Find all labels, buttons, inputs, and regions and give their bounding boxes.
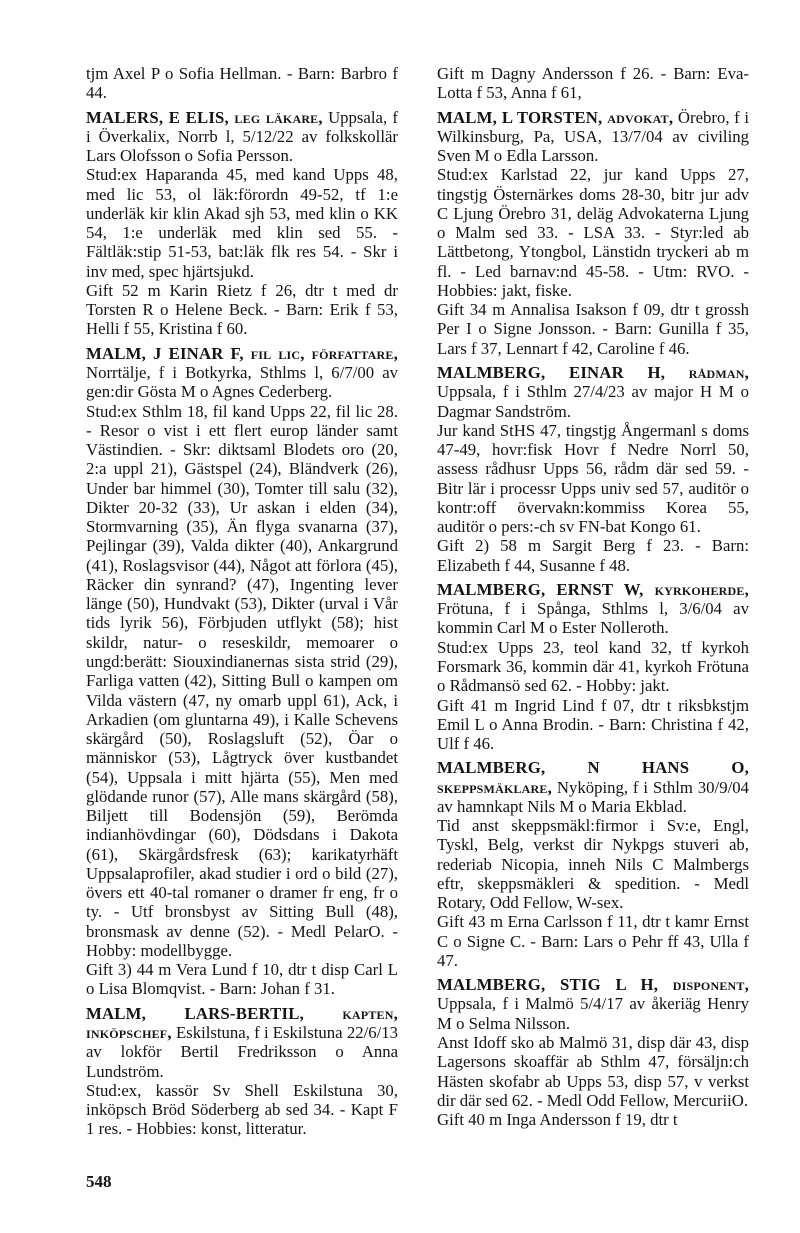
entry-text: Tid anst skeppsmäkl:firmor i Sv:e, Engl, Tyskl, Belg, verkst dir Nykpgs stuveri ab, rederiab Nicopia, inneh Nils C Malmbergs eftr, skeppsmäkleri & spedition. - Medl Rotary, Odd Fellow, W-sex.: [437, 816, 749, 913]
entry-malmberg-hans: [437, 758, 749, 970]
entry-malmberg-einar: [437, 363, 749, 575]
entry-text: Uppsala, f i Sthlm 27/4/23 av major H M o Dagmar Sandström.: [437, 382, 749, 421]
right-column: [437, 64, 749, 1134]
entry-text: Stud:ex, kassör Sv Shell Eskilstuna 30, inköpsch Bröd Söderberg ab sed 34. - Kapt F 1 res. - Hobbies: konst, litteratur.: [86, 1080, 398, 1139]
entry-text: Uppsala, f i Malmö 5/4/17 av åkeriäg Henry M o Selma Nilsson.: [437, 994, 749, 1033]
entry-text: Stud:ex Karlstad 22, jur kand Upps 27, tingstjg Östernärkes doms 28-30, bitr jur adv C Ljung Örebro 31, deläg Advokaterna Ljung o Malm sed 33. - LSA 33. - Styr:led ab Lättbetong, Ytongbol, Länstidn tryckeri ab m fl. - Led barnav:nd 45-58. - Utm: RVO. - Hobbies: jakt, fiske.: [437, 165, 749, 300]
entry-text: Gift 41 m Ingrid Lind f 07, dtr t riksbkstjm Emil L o Anna Brodin. - Barn: Christina f 42, Ulf f 46.: [437, 695, 749, 754]
entry-heading: MALMBERG, ERNST W, kyrkoherde,: [437, 579, 749, 599]
entry-lead: [437, 975, 749, 1033]
entry-text: Gift 2) 58 m Sargit Berg f 23. - Barn: Elizabeth f 44, Susanne f 48.: [437, 536, 749, 575]
entry-lead: [86, 108, 398, 166]
entry-text: Uppsala, f i Överkalix, Norrb l, 5/12/22 av folkskollär Lars Olofsson o Sofia Persson.: [86, 107, 398, 166]
entry-text: Frötuna, f i Spånga, Sthlms l, 3/6/04 av kommin Carl M o Ester Nolleroth.: [437, 599, 749, 638]
entry-text: Stud:ex Haparanda 45, med kand Upps 48, med lic 53, ol läk:förordn 49-52, tf 1:e underläk kir klin Akad sjh 53, med klin o KK 54, 1:e underläk med klin sed 55. - Fältläk:stip 51-53, bat:läk flk res 54. - Skr i inv med, spec hjärtsjukd.: [86, 165, 398, 281]
entry-text: Eskilstuna, f i Eskilstuna 22/6/13 av lokför Bertil Fredriksson o Anna Lundström.: [86, 1023, 398, 1081]
entry-heading: MALMBERG, N HANS O, skeppsmäklare,: [437, 758, 749, 797]
entry-heading: MALERS, E ELIS, leg läkare,: [86, 107, 323, 127]
entry-lead: [86, 1004, 398, 1081]
page-number: 548: [86, 1172, 112, 1191]
entry-continued: [86, 64, 398, 103]
entry-continued: [437, 64, 749, 103]
entry-text: Norrtälje, f i Botkyrka, Sthlms l, 6/7/00 av gen:dir Gösta M o Agnes Cederberg.: [86, 362, 398, 402]
entry-text: Gift m Dagny Andersson f 26. - Barn: Eva-Lotta f 53, Anna f 61,: [437, 64, 749, 103]
entry-malm-einar: [86, 344, 398, 999]
left-column: [86, 64, 398, 1144]
entry-heading: MALM, J EINAR F, fil lic, författare,: [86, 343, 398, 363]
entry-text: Örebro, f i Wilkinsburg, Pa, USA, 13/7/04 av civiling Sven M o Edla Larsson.: [437, 107, 750, 166]
entry-lead: [437, 363, 749, 421]
entry-text: Gift 52 m Karin Rietz f 26, dtr t med dr Torsten R o Helene Beck. - Barn: Erik f 53, Helli f 55, Kristina f 60.: [86, 280, 398, 339]
entry-text: Gift 43 m Erna Carlsson f 11, dtr t kamr Ernst C o Signe C. - Barn: Lars o Pehr ff 43, Ulla f 47.: [437, 912, 749, 970]
entry-text: Gift 3) 44 m Vera Lund f 10, dtr t disp Carl L o Lisa Blomqvist. - Barn: Johan f 31.: [86, 960, 398, 999]
entry-malmberg-stig: [437, 975, 749, 1129]
entry-text: Stud:ex Upps 23, teol kand 32, tf kyrkoh Forsmark 36, kommin där 41, kyrkoh Frötuna o Rådmansö sed 62. - Hobby: jakt.: [437, 637, 749, 696]
entry-malers-elis: [86, 108, 398, 339]
entry-text: Jur kand StHS 47, tingstjg Ångermanl s doms 47-49, hovr:fisk Hovr f Nedre Norrl 50, assess rådhusr Upps 56, rådm där sed 59. - Bitr lär i processr Upps univ sed 57, auditör o kontr:off övervakn:kommiss Korea 55, auditör o pers:-ch sv FN-bat Kongo 61.: [437, 420, 749, 537]
entry-lead: [437, 108, 749, 166]
entry-lead: [86, 344, 398, 402]
entry-heading: MALMBERG, STIG L H, disponent,: [437, 975, 749, 995]
entry-lead: [437, 580, 749, 638]
entry-lead: [437, 758, 749, 816]
entry-heading: MALM, LARS-BERTIL, kapten, inköpschef,: [86, 1003, 398, 1043]
entry-text: Stud:ex Sthlm 18, fil kand Upps 22, fil lic 28. - Resor o vist i ett flert europ länder samt Västindien. - Skr: diktsaml Blodets oro (20, 2:a uppl 21), Gästspel (24), Bländverk (26), Under bar himmel (30), Tomter till salu (32), Dikter 20-32 (33), Ur askan i elden (34), Stormvarning (35), Än flyga svanarna (37), Pejlingar (39), Valda dikter (40), Ankargrund (41), Roslagsvisor (44), Något att förlora (45), Räcker din synrand? (47), Ingenting lever länge (50), Hundvakt (53), Dikter (urval i Vår tids lyrik 56), Förbjuden utflykt (58); hist skildr, natur- o reseskildr, memoarer o ungd:berätt: Siouxindianernas sista strid (29), Farliga vatten (42), Sitting Bull o kampen om Vilda västern (47, ny omarb uppl 61), Ack, i Arkadien (om gluntarna 49), i Kalle Schevens skärgård (50), Roslagsluft (52), Öar o människor (53), Lågtryck över kustbandet (54), Uppsala i mitt hjärta (55), Men med glödande runor (57), Alle mans skärgård (58), Biljett till Bodensjön (59), Berömda indianhövdingar (60), Dödsdans i Dakota (61), Skärgårdsfresk (63); karikatyrhäft Uppsalaprofiler, akad studier i ord o bild (27), övers ett 40-tal romaner o dramer fr eng, fr o ty. - Utf bronsbyst av Sitting Bull (48), bronsmask av denne (52). - Medl PelarO. - Hobby: modellbygge.: [86, 401, 398, 960]
entry-text: Gift 34 m Annalisa Isakson f 09, dtr t grossh Per I o Signe Jonsson. - Barn: Gunilla f 35, Lars f 37, Lennart f 42, Caroline f 46.: [437, 300, 749, 358]
entry-text: Anst Idoff sko ab Malmö 31, disp där 43, disp Lagersons skoaffär ab Sthlm 47, försäljn:ch Hästen skofabr ab Upps 53, disp 57, v verkst dir där sed 62. - Medl Odd Fellow, MercuriiO.: [437, 1033, 749, 1110]
entry-text: tjm Axel P o Sofia Hellman. - Barn: Barbro f 44.: [86, 64, 398, 103]
entry-malm-lars-bertil: [86, 1004, 398, 1139]
entry-text: Gift 40 m Inga Andersson f 19, dtr t: [437, 1110, 678, 1130]
entry-text: Nyköping, f i Sthlm 30/9/04 av hamnkapt Nils M o Maria Ekblad.: [437, 777, 749, 816]
entry-heading: MALMBERG, EINAR H, rådman,: [437, 362, 749, 382]
entry-malm-torsten: [437, 108, 749, 358]
entry-heading: MALM, L TORSTEN, advokat,: [437, 107, 674, 127]
entry-malmberg-ernst: [437, 580, 749, 753]
